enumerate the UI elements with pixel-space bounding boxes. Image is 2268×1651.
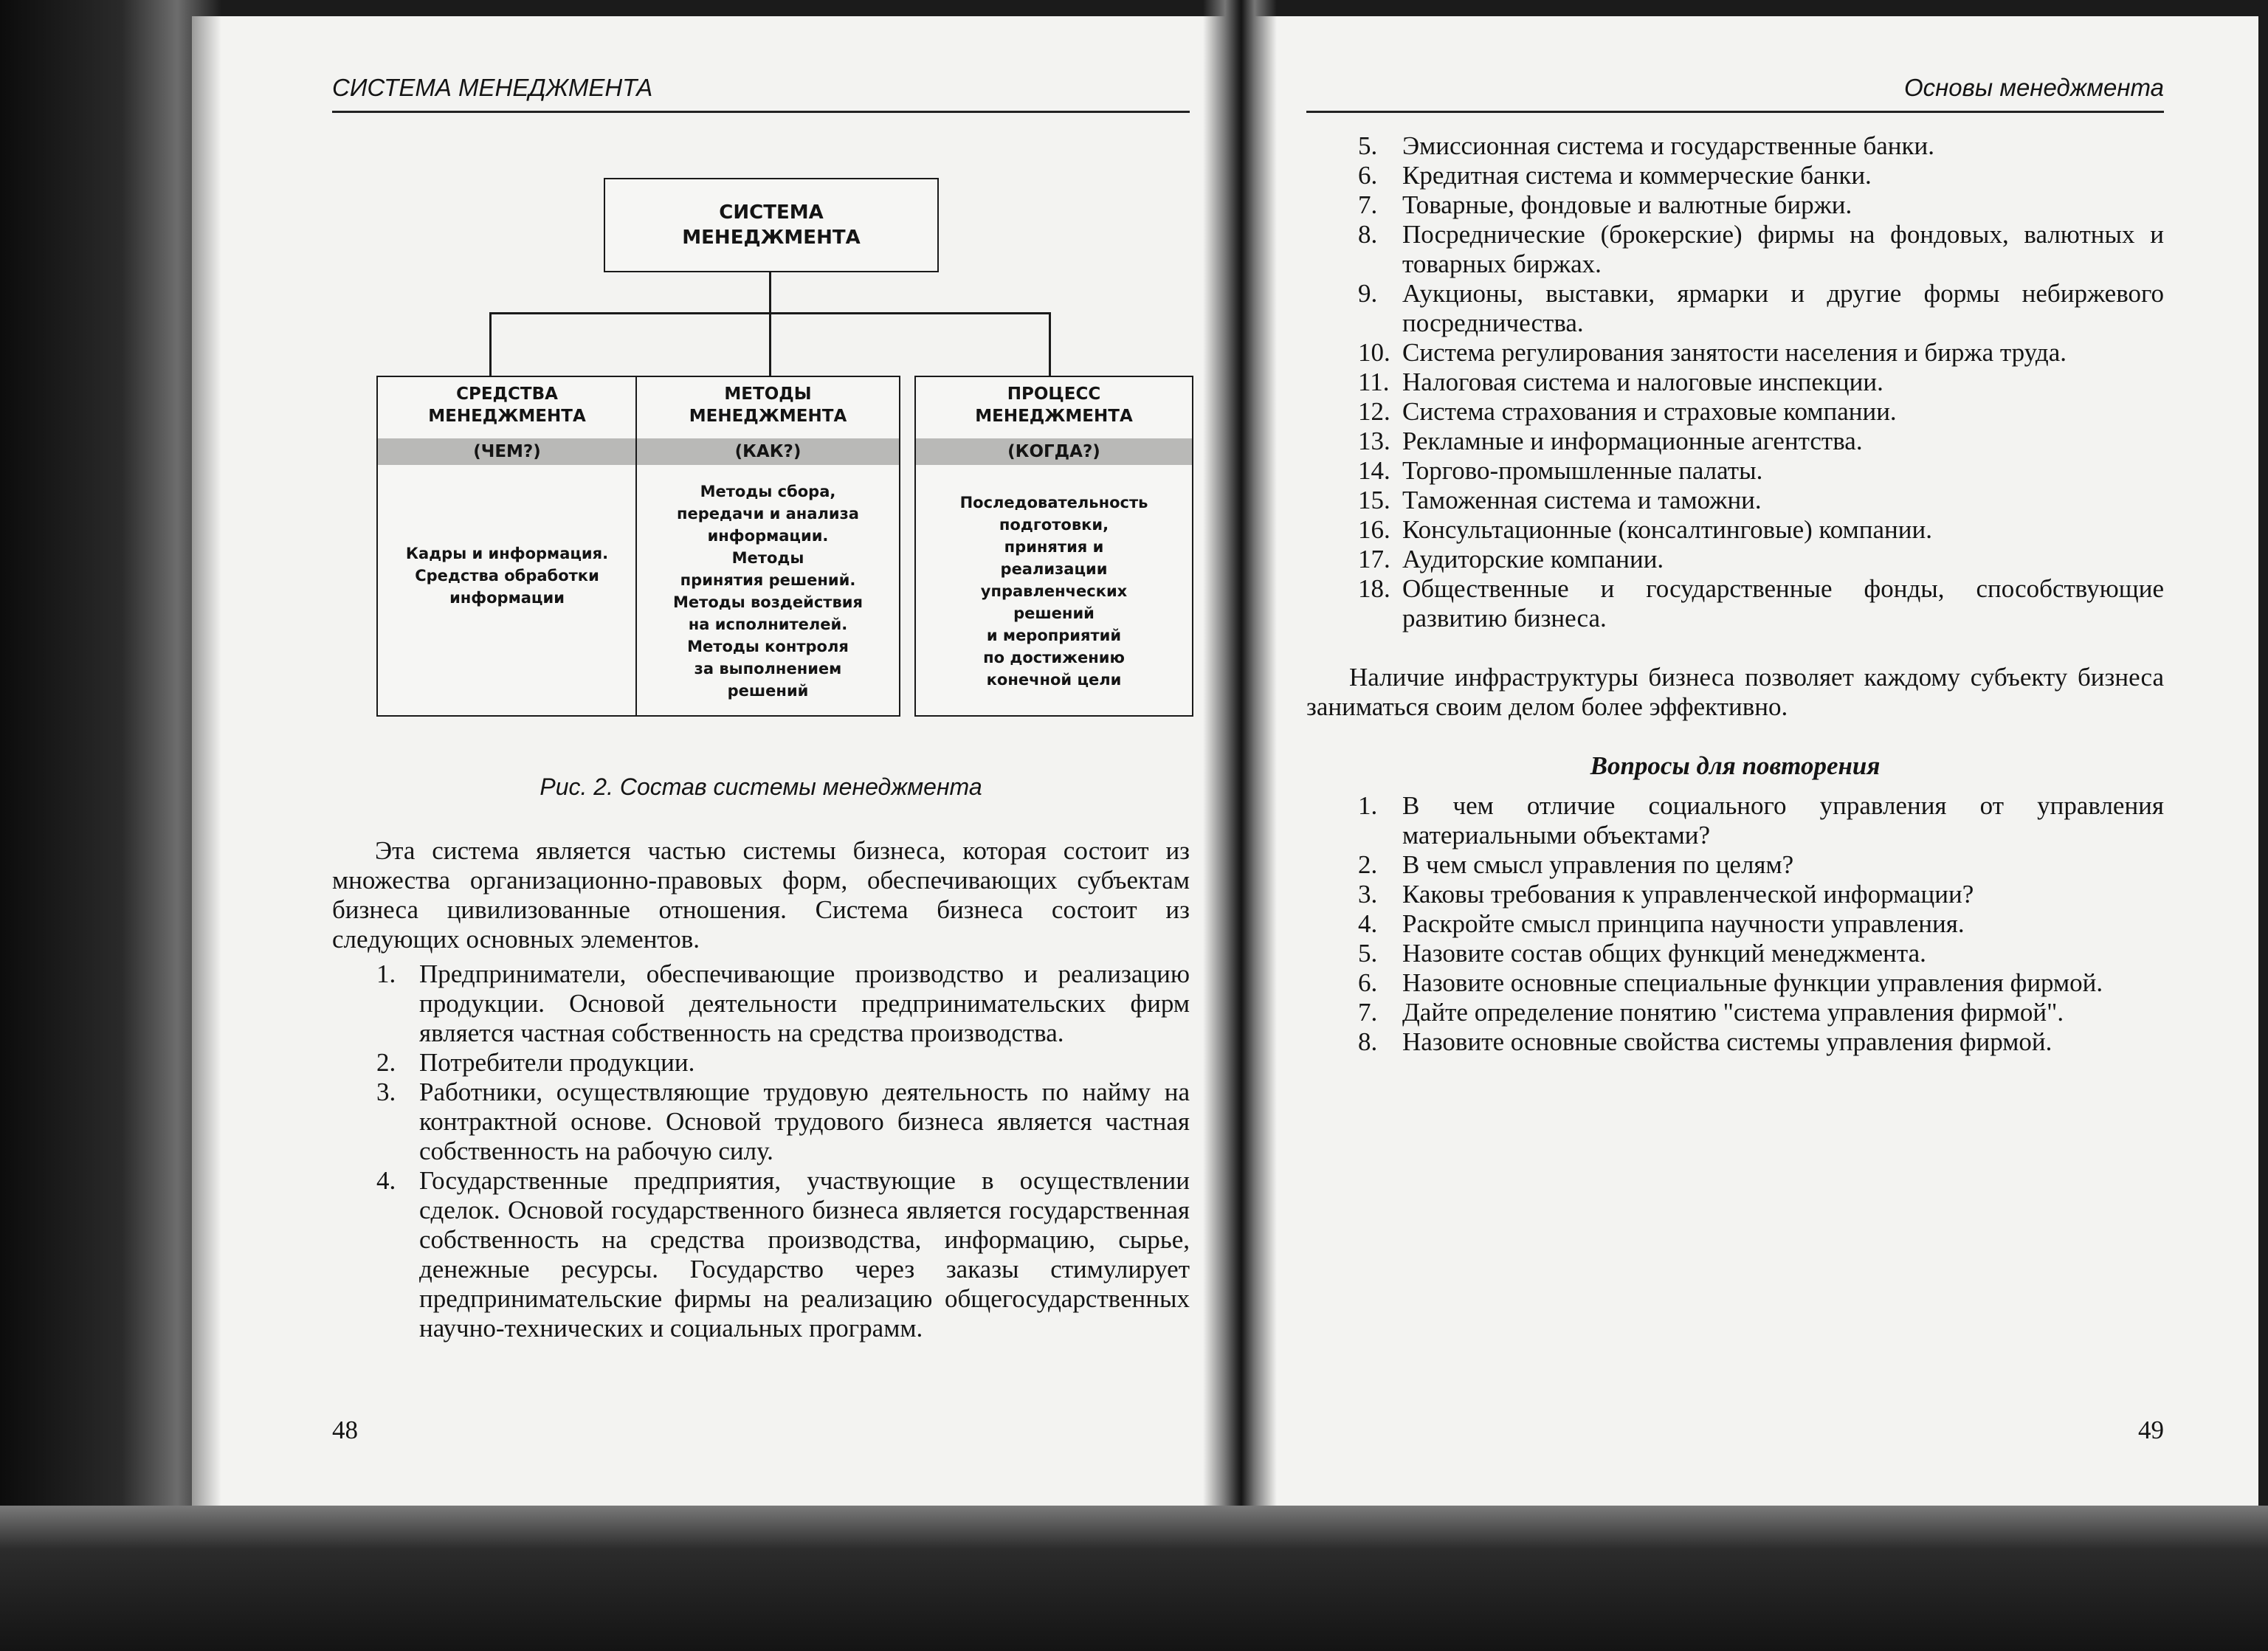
- list-item: [376, 1048, 1190, 1078]
- column-title-line: СРЕДСТВА: [456, 385, 558, 404]
- column-body-line: принятия и: [1004, 538, 1104, 556]
- list-number: 4.: [376, 1166, 396, 1195]
- list-number: 16.: [1358, 515, 1390, 544]
- question-text: Раскройте смысл принципа научности управления.: [1402, 909, 1965, 938]
- column-question: (КОГДА?): [916, 438, 1192, 465]
- question-item: [1358, 998, 2164, 1027]
- column-body-line: информации: [449, 589, 565, 607]
- column-body-line: принятия решений.: [680, 571, 856, 589]
- column-body-line: Методы контроля: [687, 638, 849, 655]
- question-number: 2.: [1358, 850, 1378, 879]
- list-number: 13.: [1358, 427, 1390, 455]
- question-text: Назовите основные специальные функции управления фирмой.: [1402, 968, 2103, 997]
- question-item: [1358, 909, 2164, 939]
- list-number: 15.: [1358, 486, 1390, 514]
- list-text: Общественные и государственные фонды, способствующие развитию бизнеса.: [1402, 574, 2164, 633]
- column-body-line: подготовки,: [999, 516, 1109, 534]
- column-title-line: МЕНЕДЖМЕНТА: [975, 407, 1133, 426]
- elements-list-continued: [1358, 131, 2164, 633]
- elements-list: [376, 959, 1190, 1343]
- column-title-line: МЕТОДЫ: [724, 385, 812, 404]
- list-text: Система страхования и страховые компании.: [1402, 397, 1897, 426]
- column-body-line: Методы сбора,: [700, 483, 836, 500]
- book-spine: [1203, 0, 1277, 1528]
- column-body-line: управленческих: [980, 582, 1128, 600]
- diagram-column-process: [914, 376, 1193, 717]
- list-text: Консультационные (консалтинговые) компании.: [1402, 515, 1932, 544]
- list-number: 9.: [1358, 279, 1378, 308]
- column-body-line: по достижению: [983, 649, 1125, 666]
- header-rule: [332, 111, 1190, 113]
- question-number: 1.: [1358, 791, 1378, 820]
- column-body-line: Методы воздействия: [673, 593, 863, 611]
- column-title-line: ПРОЦЕСС: [1007, 385, 1101, 404]
- list-number: 5.: [1358, 131, 1378, 160]
- question-item: [1358, 939, 2164, 968]
- list-text: Налоговая система и налоговые инспекции.: [1402, 368, 1883, 396]
- question-item: [1358, 791, 2164, 850]
- question-item: [1358, 850, 2164, 880]
- list-item: [1358, 397, 2164, 427]
- question-text: Дайте определение понятию "система управления фирмой".: [1402, 998, 2064, 1027]
- question-item: [1358, 1027, 2164, 1057]
- left-edge-shadow: [0, 0, 221, 1651]
- list-item: [1358, 545, 2164, 574]
- column-body: [922, 473, 1186, 709]
- running-head: СИСТЕМА МЕНЕДЖМЕНТА: [332, 74, 653, 101]
- column-title: [637, 383, 899, 427]
- summary-paragraph: Наличие инфраструктуры бизнеса позволяет каждому субъекту бизнеса заниматься своим делом более эффективно.: [1306, 663, 2164, 721]
- column-body-line: реализации: [1000, 560, 1108, 578]
- list-number: 10.: [1358, 338, 1390, 367]
- question-text: Каковы требования к управленческой информации?: [1402, 880, 1974, 909]
- column-body-line: Методы: [731, 549, 804, 567]
- list-item: [1358, 131, 2164, 161]
- connector-line: [769, 271, 771, 313]
- list-number: 14.: [1358, 456, 1390, 485]
- list-number: 2.: [376, 1048, 396, 1077]
- list-number: 8.: [1358, 220, 1378, 249]
- diagram: [332, 170, 1190, 731]
- list-item: [1358, 338, 2164, 368]
- question-item: [1358, 880, 2164, 909]
- column-body-line: информации.: [707, 527, 829, 545]
- question-number: 6.: [1358, 968, 1378, 997]
- list-item: [1358, 220, 2164, 279]
- question-text: В чем отличие социального управления от управления материальными объектами?: [1402, 791, 2164, 849]
- diagram-top-box: [604, 178, 939, 272]
- column-question: (КАК?): [637, 438, 899, 465]
- top-box-line: МЕНЕДЖМЕНТА: [682, 227, 861, 249]
- list-item: [1358, 190, 2164, 220]
- list-item: [1358, 574, 2164, 633]
- column-title: [378, 383, 636, 427]
- question-number: 8.: [1358, 1027, 1378, 1056]
- list-number: 11.: [1358, 368, 1390, 396]
- list-text: Эмиссионная система и государственные банки.: [1402, 131, 1935, 160]
- question-number: 3.: [1358, 880, 1378, 909]
- questions-title: Вопросы для повторения: [1590, 751, 1881, 780]
- list-text: Таможенная система и таможни.: [1402, 486, 1762, 514]
- list-number: 1.: [376, 959, 396, 988]
- diagram-column-methods: [635, 376, 900, 717]
- column-question: (ЧЕМ?): [378, 438, 636, 465]
- column-title-line: МЕНЕДЖМЕНТА: [689, 407, 847, 426]
- column-title: [916, 383, 1192, 427]
- list-number: 17.: [1358, 545, 1390, 573]
- list-text: Товарные, фондовые и валютные биржи.: [1402, 190, 1852, 219]
- list-item: [1358, 427, 2164, 456]
- list-text: Торгово-промышленные палаты.: [1402, 456, 1763, 485]
- question-number: 7.: [1358, 998, 1378, 1027]
- running-head: Основы менеджмента: [1903, 74, 2164, 101]
- list-text: Работники, осуществляющие трудовую деятельность по найму на контрактной основе. Основой трудового бизнеса является частная собственность на рабочую силу.: [419, 1078, 1190, 1165]
- list-text: Аукционы, выставки, ярмарки и другие формы небиржевого посредничества.: [1402, 279, 2164, 337]
- list-number: 18.: [1358, 574, 1390, 603]
- list-item: [376, 1166, 1190, 1343]
- connector-line: [769, 312, 771, 376]
- diagram-column-tools: [376, 376, 638, 717]
- list-text: Потребители продукции.: [419, 1048, 695, 1077]
- question-number: 5.: [1358, 939, 1378, 968]
- list-text: Посреднические (брокерские) фирмы на фондовых, валютных и товарных биржах.: [1402, 220, 2164, 278]
- list-number: 12.: [1358, 397, 1390, 426]
- column-body-line: решений: [1013, 604, 1095, 622]
- list-item: [376, 1078, 1190, 1166]
- list-number: 7.: [1358, 190, 1378, 219]
- header-rule: [1306, 111, 2164, 113]
- column-body-line: Последовательность: [959, 494, 1148, 511]
- column-body-line: конечной цели: [986, 671, 1122, 689]
- list-number: 6.: [1358, 161, 1378, 190]
- list-item: [376, 959, 1190, 1048]
- column-body: [643, 473, 893, 709]
- question-text: Назовите состав общих функций менеджмента.: [1402, 939, 1926, 968]
- list-text: Предприниматели, обеспечивающие производство и реализацию продукции. Основой деятельности предпринимательских фирм является частная собственность на средства производства.: [419, 959, 1190, 1047]
- page-number: 48: [332, 1416, 358, 1444]
- column-body-line: за выполнением: [694, 660, 842, 678]
- list-item: [1358, 456, 2164, 486]
- list-text: Государственные предприятия, участвующие в осуществлении сделок. Основой государственного бизнеса является государственная собственность на средства производства, информацию, сырье, денежные ресурсы. Государство через заказы стимулирует предпринимательские фирмы на реализацию общегосударственных научно-технических и социальных программ.: [419, 1166, 1190, 1342]
- list-number: 3.: [376, 1078, 396, 1106]
- connector-line: [489, 312, 492, 376]
- bottom-shadow: [0, 1506, 2268, 1651]
- questions-list: [1358, 791, 2164, 1057]
- connector-line: [1049, 312, 1051, 376]
- list-item: [1358, 515, 2164, 545]
- list-item: [1358, 161, 2164, 190]
- list-item: [1358, 279, 2164, 338]
- column-body-line: и мероприятий: [986, 627, 1122, 644]
- list-text: Кредитная система и коммерческие банки.: [1402, 161, 1872, 190]
- column-body: [384, 525, 630, 627]
- question-text: Назовите основные свойства системы управления фирмой.: [1402, 1027, 2052, 1056]
- question-number: 4.: [1358, 909, 1378, 938]
- figure-caption: Рис. 2. Состав системы менеджмента: [540, 773, 982, 800]
- column-body-line: Средства обработки: [415, 567, 599, 585]
- column-body-line: решений: [727, 682, 809, 700]
- intro-paragraph: Эта система является частью системы бизнеса, которая состоит из множества организационно-правовых форм, обеспечивающих субъектам бизнеса цивилизованные отношения. Система бизнеса состоит из следующих основных элементов.: [332, 836, 1190, 954]
- column-body-line: передачи и анализа: [677, 505, 859, 523]
- list-item: [1358, 368, 2164, 397]
- list-text: Рекламные и информационные агентства.: [1402, 427, 1863, 455]
- list-text: Система регулирования занятости населения и биржа труда.: [1402, 338, 2067, 367]
- column-title-line: МЕНЕДЖМЕНТА: [428, 407, 586, 426]
- question-text: В чем смысл управления по целям?: [1402, 850, 1794, 879]
- page-number: 49: [2138, 1416, 2164, 1444]
- column-body-line: на исполнителей.: [688, 616, 848, 633]
- list-item: [1358, 486, 2164, 515]
- column-body-line: Кадры и информация.: [405, 545, 609, 562]
- list-text: Аудиторские компании.: [1402, 545, 1664, 573]
- top-box-line: СИСТЕМА: [719, 201, 824, 224]
- question-item: [1358, 968, 2164, 998]
